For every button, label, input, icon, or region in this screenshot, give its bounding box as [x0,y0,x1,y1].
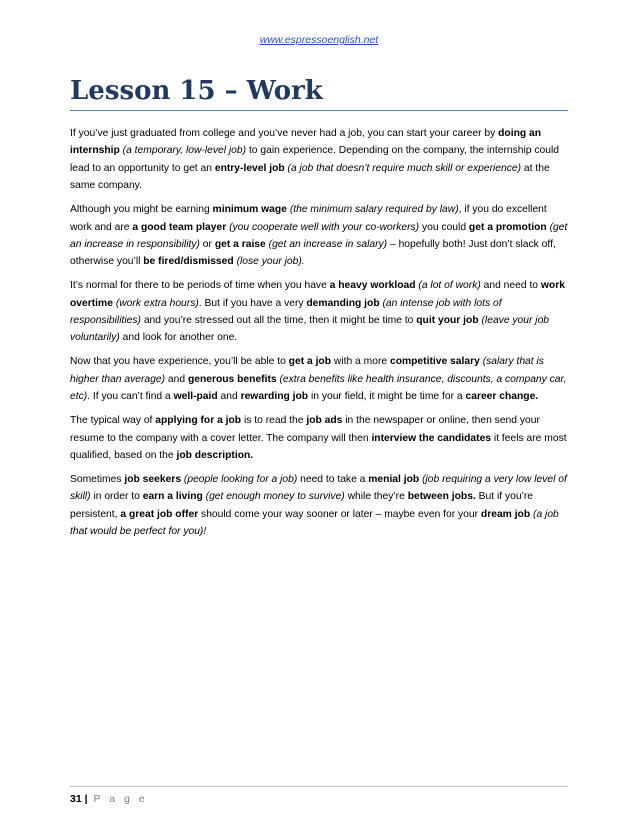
paragraph-text: is to read the [241,415,307,427]
vocab-term: competitive salary [389,356,480,368]
vocab-term: between jobs. [407,491,476,503]
definition: (salary that is higher than average) [70,356,544,385]
paragraph-text: and [165,373,188,385]
vocab-term: job description. [176,449,254,461]
vocab-term: minimum wage [212,204,287,216]
vocab-term: demanding job [306,297,380,309]
vocab-term: job seekers [124,473,182,485]
definition: (get enough money to survive) [205,491,345,503]
definition: (extra benefits like health insurance, discounts, a company car, etc) [70,373,567,403]
page-number: 31 [70,793,82,805]
paragraph-text: If you’ve just graduated from college and you’ve never had a job, you can start your career by [70,128,499,139]
definition: (a job that would be perfect for you)! [70,508,559,538]
paragraph-text: in the newspaper or online, then send your resume to the company with a cover letter. The company will then [70,415,540,444]
vocab-term: get a job [288,356,332,368]
lesson-title: Lesson 15 – Work [70,76,323,106]
paragraph-text: while they’re [344,491,408,503]
paragraph-text: to gain experience. Depending on the company, the internship could lead to an opportunity to get an [70,145,560,174]
page-label: P a g e [93,793,148,805]
paragraph [70,277,568,347]
paragraph-text: . If you can’t find a [87,391,174,403]
paragraph-text: But if you’re persistent, [70,491,534,520]
definition: (get an increase in responsibility) [70,221,568,250]
vocab-term: quit your job [416,315,479,327]
page-footer [70,793,148,805]
definition: (leave your job voluntarily) [70,315,550,344]
vocab-term: rewarding job [240,391,309,403]
paragraph-text: with a more [331,356,390,368]
paragraph-text: it feels are most qualified, based on the [70,432,567,461]
paragraph-text: need to take a [297,473,369,485]
vocab-term: be fired/dismissed [143,256,234,268]
paragraph-text: at the same company. [70,162,550,192]
paragraph-text: and [217,391,241,403]
paragraph [70,471,568,541]
definition: (work extra hours) [115,297,199,309]
paragraph-text: or [199,238,215,250]
header-website-link[interactable]: www.espressoenglish.net [259,34,379,46]
footer-separator: | [84,793,88,805]
vocab-term: menial job [368,473,420,485]
definition: (an intense job with lots of responsibilities) [70,297,502,327]
vocab-term: get a promotion [468,221,547,233]
vocab-term: dream job [480,508,531,520]
definition: (the minimum salary required by law) [289,204,459,216]
definition: (people looking for a job) [183,473,298,485]
paragraph-text: in order to [90,491,143,503]
vocab-term: well-paid [173,391,218,403]
paragraph-text: in your field, it might be time for a [308,391,466,403]
paragraph-text: Sometimes [70,473,125,485]
vocab-term: entry-level job [214,162,285,174]
definition: (lose your job). [236,256,305,268]
paragraph [70,353,568,405]
vocab-term: job ads [306,415,343,427]
vocab-term: get a raise [214,238,266,250]
paragraph-text: Although you might be earning [70,204,213,216]
paragraph-text: and need to [480,280,541,292]
vocab-term: a great job offer [120,508,199,520]
title-divider [70,110,568,111]
vocab-term: interview the candidates [371,432,492,444]
lesson-body [70,125,568,547]
vocab-term: career change. [465,391,539,403]
footer-divider [70,786,568,787]
definition: (a lot of work) [418,280,481,292]
paragraph-text: It’s normal for there to be periods of time when you have [70,280,330,292]
vocab-term: a heavy workload [329,280,416,292]
paragraph-text: should come your way sooner or later – maybe even for your [198,508,481,520]
definition: (job requiring a very low level of skill) [70,473,567,503]
paragraph [70,201,568,271]
paragraph-text: Now that you have experience, you’ll be able to [70,356,289,368]
paragraph-text: . But if you have a very [198,297,307,309]
paragraph-text: – hopefully both! Just don’t slack off, otherwise you’ll [70,238,556,268]
vocab-term: earn a living [142,491,203,503]
vocab-term: a good team player [132,221,227,233]
definition: (a temporary, low-level job) [122,145,247,157]
vocab-term: work overtime [70,280,565,309]
vocab-term: doing an internship [70,128,542,157]
paragraph-text: and look for another one. [119,332,238,344]
vocab-term: applying for a job [155,415,242,427]
definition: (get an increase in salary) [268,238,388,250]
paragraph-text: and you’re stressed out all the time, then it might be time to [140,315,417,327]
paragraph [70,412,568,464]
definition: (a job that doesn’t require much skill or experience) [287,162,522,174]
paragraph [70,125,568,195]
paragraph-text: , if you do excellent work and are [70,204,547,233]
paragraph-text: you could [419,221,469,233]
definition: (you cooperate well with your co-workers) [229,221,420,233]
paragraph-text: The typical way of [70,415,156,427]
vocab-term: generous benefits [187,373,277,385]
